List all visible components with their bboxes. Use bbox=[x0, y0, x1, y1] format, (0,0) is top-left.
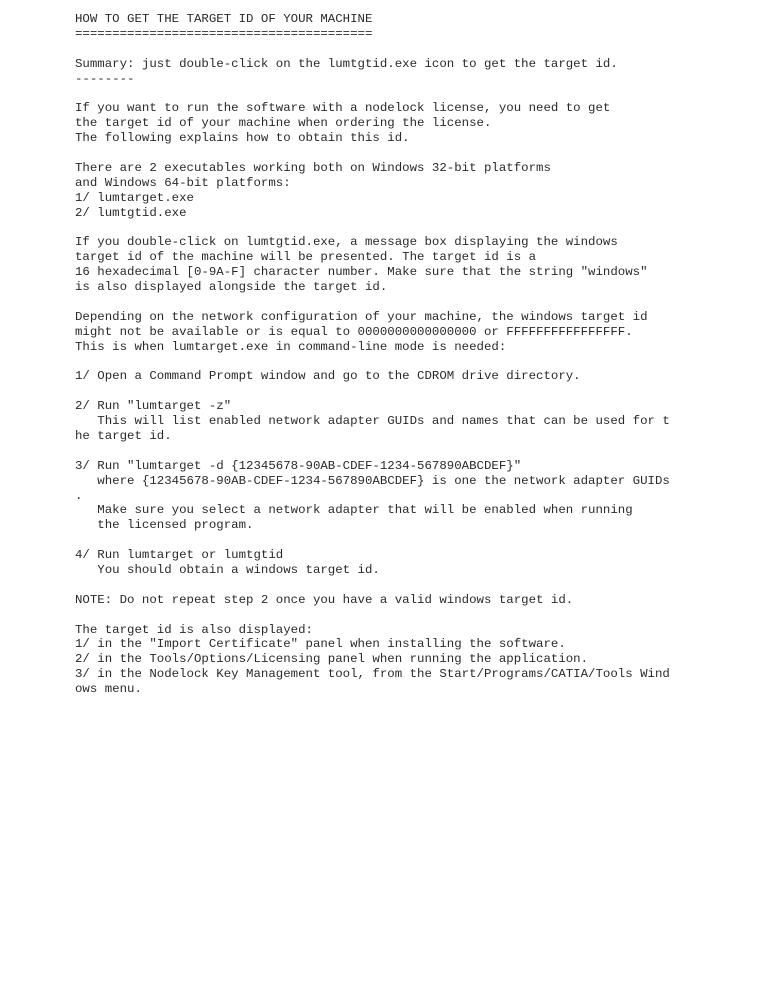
text-line: is also displayed alongside the target id. bbox=[75, 280, 388, 295]
text-line: ows menu. bbox=[75, 682, 142, 697]
text-line: There are 2 executables working both on Windows 32-bit platforms bbox=[75, 160, 551, 175]
text-line: Make sure you select a network adapter that will be enabled when running bbox=[75, 503, 633, 518]
blank-line bbox=[75, 220, 755, 235]
summary-underline: -------- bbox=[75, 71, 135, 86]
blank-line bbox=[75, 354, 755, 369]
text-line: . bbox=[75, 488, 83, 503]
displayed-paragraph bbox=[75, 623, 755, 697]
text-line: the target id of your machine when ordering the license. bbox=[75, 116, 492, 131]
text-line: This will list enabled network adapter GUIDs and names that can be used for t bbox=[75, 414, 670, 429]
text-line: The target id is also displayed: bbox=[75, 622, 313, 637]
step-2 bbox=[75, 399, 755, 444]
text-line: 1/ lumtarget.exe bbox=[75, 190, 194, 205]
blank-line bbox=[75, 578, 755, 593]
text-line: 2/ in the Tools/Options/Licensing panel when running the application. bbox=[75, 652, 589, 667]
text-line: If you double-click on lumtgtid.exe, a message box displaying the windows bbox=[75, 235, 618, 250]
step-1: 1/ Open a Command Prompt window and go to the CDROM drive directory. bbox=[75, 369, 581, 384]
document-title: HOW TO GET THE TARGET ID OF YOUR MACHINE bbox=[75, 12, 373, 26]
text-line: Depending on the network configuration of your machine, the windows target id bbox=[75, 309, 648, 324]
executables-paragraph bbox=[75, 161, 755, 221]
text-line: If you want to run the software with a nodelock license, you need to get bbox=[75, 101, 611, 116]
network-paragraph bbox=[75, 310, 755, 355]
step-3 bbox=[75, 459, 755, 533]
text-line: the licensed program. bbox=[75, 518, 254, 533]
text-line: 16 hexadecimal [0-9A-F] character number. Make sure that the string "windows" bbox=[75, 265, 648, 280]
blank-line bbox=[75, 444, 755, 459]
intro-paragraph bbox=[75, 101, 755, 146]
blank-line bbox=[75, 86, 755, 101]
document-page bbox=[75, 12, 755, 697]
blank-line bbox=[75, 533, 755, 548]
summary-line: Summary: just double-click on the lumtgtid.exe icon to get the target id. bbox=[75, 56, 618, 71]
text-line: he target id. bbox=[75, 428, 172, 443]
text-line: 4/ Run lumtarget or lumtgtid bbox=[75, 548, 284, 563]
blank-line bbox=[75, 384, 755, 399]
note-line: NOTE: Do not repeat step 2 once you have a valid windows target id. bbox=[75, 592, 574, 607]
double-click-paragraph bbox=[75, 235, 755, 295]
text-line: target id of the machine will be presented. The target id is a bbox=[75, 250, 537, 265]
step-4 bbox=[75, 548, 755, 578]
text-line: This is when lumtarget.exe in command-line mode is needed: bbox=[75, 339, 507, 354]
text-line: You should obtain a windows target id. bbox=[75, 562, 380, 577]
text-line: 2/ Run "lumtarget -z" bbox=[75, 399, 232, 414]
text-line: 3/ Run "lumtarget -d {12345678-90AB-CDEF-1234-567890ABCDEF}" bbox=[75, 458, 522, 473]
title-underline: ======================================== bbox=[75, 26, 373, 41]
text-line: 3/ in the Nodelock Key Management tool, from the Start/Programs/CATIA/Tools Wind bbox=[75, 667, 670, 682]
text-line: and Windows 64-bit platforms: bbox=[75, 175, 291, 190]
blank-line bbox=[75, 42, 755, 57]
blank-line bbox=[75, 146, 755, 161]
blank-line bbox=[75, 608, 755, 623]
blank-line bbox=[75, 295, 755, 310]
text-line: might not be available or is equal to 0000000000000000 or FFFFFFFFFFFFFFFF. bbox=[75, 324, 633, 339]
text-line: 1/ in the "Import Certificate" panel when installing the software. bbox=[75, 637, 566, 652]
text-line: The following explains how to obtain this id. bbox=[75, 131, 410, 146]
text-line: 2/ lumtgtid.exe bbox=[75, 205, 187, 220]
text-line: where {12345678-90AB-CDEF-1234-567890ABCDEF} is one the network adapter GUIDs bbox=[75, 473, 670, 488]
